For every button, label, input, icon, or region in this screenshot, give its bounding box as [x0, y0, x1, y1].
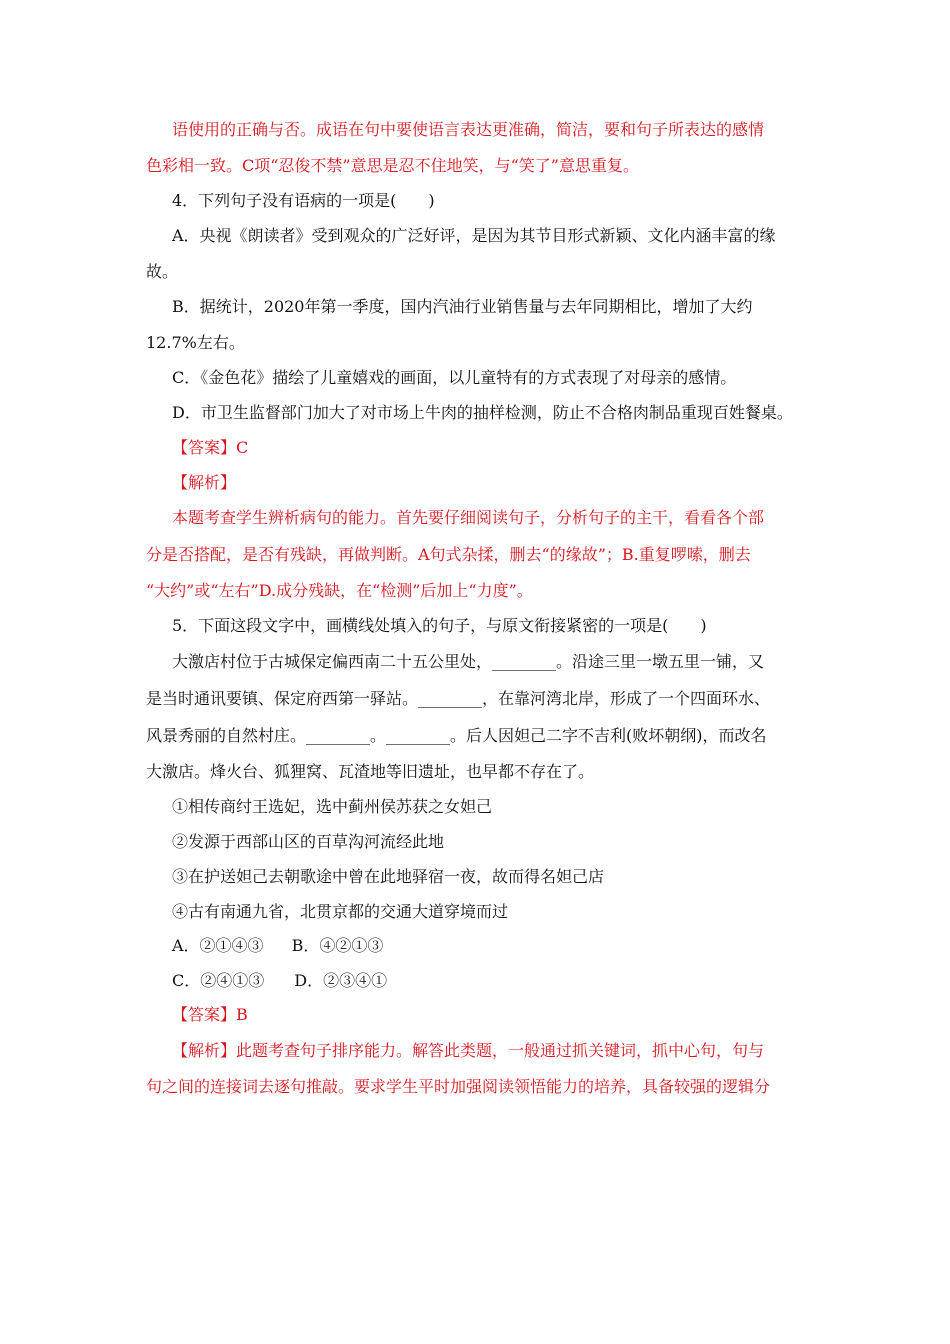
q4-option-b-line-1: B．据统计，2020年第一季度，国内汽油行业销售量与去年同期相比，增加了大约 — [172, 297, 753, 316]
q5-passage-line-1: 大激店村位于古城保定偏西南二十五公里处，________。沿途三里一墩五里一铺，又 — [172, 652, 765, 671]
q4-answer-tag: 【答案】 — [172, 438, 237, 457]
q5-option-c: C．②④①③ — [172, 971, 265, 990]
q5-analysis-text-1: 此题考查句子排序能力。解答此类题，一般通过抓关键词，抓中心句，句与 — [236, 1041, 765, 1060]
q4-analysis-tag: 【解析】 — [172, 473, 237, 492]
q5-item-1: ①相传商纣王选妃，选中蓟州侯苏获之女妲己 — [172, 797, 493, 816]
q5-item-3: ③在护送妲己去朝歌途中曾在此地驿宿一夜，故而得名妲己店 — [172, 867, 605, 886]
q5-answer — [172, 1005, 248, 1025]
q4-analysis-line-3: “大约”或“左右”D.成分残缺，在“检测”后加上“力度”。 — [146, 581, 533, 600]
q4-option-c: C．《金色花》描绘了儿童嬉戏的画面，以儿童特有的方式表现了对母亲的感情。 — [172, 368, 737, 387]
q4-option-a-line-1: A．央视《朗读者》受到观众的广泛好评，是因为其节目形式新颖、文化内涵丰富的缘 — [172, 226, 776, 245]
q3-analysis-line-1: 语使用的正确与否。成语在句中要使语言表达更准确，简洁，要和句子所表达的感情 — [172, 120, 765, 139]
q4-option-b-line-2: 12.7%左右。 — [146, 333, 245, 352]
q5-answer-value: B — [236, 1005, 248, 1024]
q5-option-a: A．②①④③ — [172, 936, 264, 955]
q4-answer-value: C — [236, 438, 249, 457]
q5-options-row-2 — [172, 971, 387, 991]
q4-answer — [172, 438, 248, 458]
q3-analysis-line-2: 色彩相一致。C项“忍俊不禁”意思是忍不住地笑，与“笑了”意思重复。 — [146, 156, 639, 175]
q5-item-2: ②发源于西部山区的百草沟河流经此地 — [172, 832, 445, 851]
q5-item-4: ④古有南通九省，北贯京都的交通大道穿境而过 — [172, 902, 509, 921]
q4-stem: 4．下列句子没有语病的一项是( ) — [172, 191, 435, 210]
q5-option-b: B．④②①③ — [291, 936, 384, 955]
q5-stem: 5．下面这段文字中，画横线处填入的句子，与原文衔接紧密的一项是( ) — [172, 616, 707, 635]
q4-analysis-line-2: 分是否搭配，是否有残缺，再做判断。A句式杂揉，删去“的缘故”；B.重复啰嗦，删去 — [146, 545, 751, 564]
q5-analysis-line-2: 句之间的连接词去逐句推敲。要求学生平时加强阅读领悟能力的培养，具备较强的逻辑分 — [146, 1077, 771, 1096]
q5-options-row-1 — [172, 936, 383, 956]
q5-passage-line-2: 是当时通讯要镇、保定府西第一驿站。________，在靠河湾北岸，形成了一个四面环水、 — [146, 689, 771, 708]
q5-passage-line-4: 大激店。烽火台、狐狸窝、瓦渣地等旧遗址，也早都不存在了。 — [146, 762, 595, 781]
q4-option-d: D．市卫生监督部门加大了对市场上牛肉的抽样检测，防止不合格肉制品重现百姓餐桌。 — [172, 403, 793, 422]
q5-analysis-tag: 【解析】 — [172, 1041, 237, 1060]
q5-option-d: D．②③④① — [294, 971, 388, 990]
q4-option-a-line-2: 故。 — [146, 262, 179, 281]
q5-answer-tag: 【答案】 — [172, 1005, 237, 1024]
q5-analysis-line-1 — [172, 1041, 764, 1061]
q5-passage-line-3: 风景秀丽的自然村庄。________。________。后人因妲己二字不吉利(败坏朝纲)，而改名 — [146, 726, 767, 745]
q4-analysis-line-1: 本题考查学生辨析病句的能力。首先要仔细阅读句子，分析句子的主干，看看各个部 — [172, 508, 765, 527]
